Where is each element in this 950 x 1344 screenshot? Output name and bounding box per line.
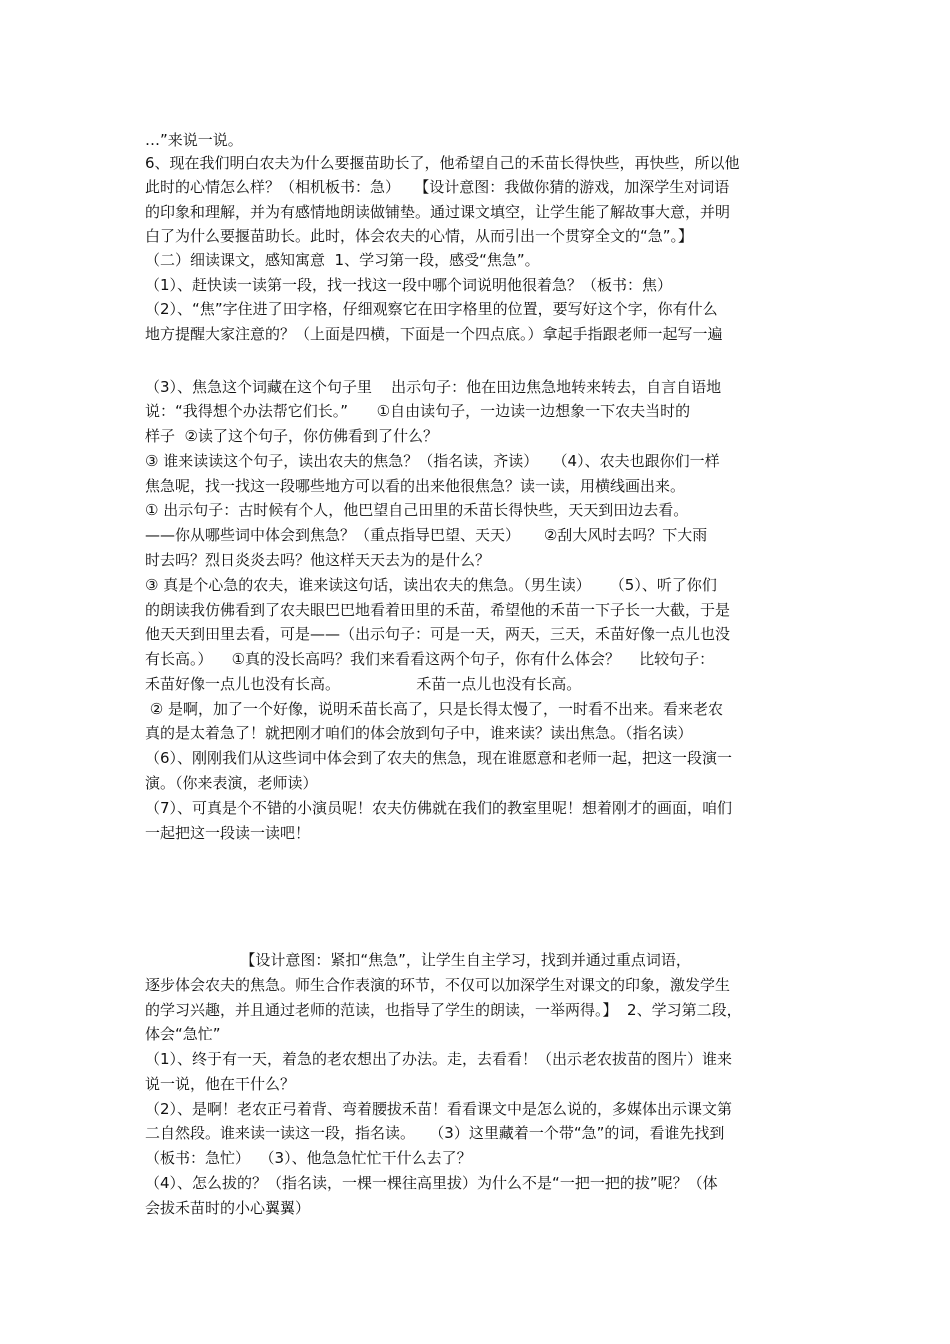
text-line: 有长高。） ①真的没长高吗？我们来看看这两个句子，你有什么体会？ 比较句子： [145, 650, 715, 668]
text-line: 的朗读我仿佛看到了农夫眼巴巴地看着田里的禾苗，希望他的禾苗一下子长一大截，于是 [145, 601, 731, 619]
text-line: 说一说，他在干什么？ [145, 1075, 296, 1093]
text-line: 说：“我得想个办法帮它们长。” ①自由读句子，一边读一边想象一下农夫当时的 [145, 402, 691, 420]
text-line: 他天天到田里去看，可是——（出示句子：可是一天，两天，三天，禾苗好像一点儿也没 [145, 625, 731, 643]
text-line: 会拔禾苗时的小心翼翼） [145, 1199, 311, 1217]
text-line: 白了为什么要揠苗助长。此时，体会农夫的心情，从而引出一个贯穿全文的“急”。】 [145, 227, 694, 245]
text-line: ③ 谁来读读这个句子，读出农夫的焦急？（指名读，齐读） （4）、农夫也跟你们一样 [145, 452, 720, 470]
text-line: 焦急呢，找一找这一段哪些地方可以看的出来他很焦急？读一读，用横线画出来。 [145, 477, 686, 495]
text-line: 地方提醒大家注意的？（上面是四横，下面是一个四点底。）拿起手指跟老师一起写一遍 [145, 325, 723, 343]
text-line: （1）、终于有一天，着急的老农想出了办法。走，去看看！（出示老农拔苗的图片）谁来 [145, 1050, 733, 1068]
text-line: （4）、怎么拔的？（指名读，一棵一棵往高里拔）为什么不是“一把一把的拔”呢？（体 [145, 1174, 718, 1192]
text-line: 此时的心情怎么样？（相机板书：急） 【设计意图：我做你猜的游戏，加深学生对词语 [145, 178, 730, 196]
text-line: （3）、焦急这个词藏在这个句子里 出示句子：他在田边焦急地转来转去，自言自语地 [145, 378, 722, 396]
text-line: 演。（你来表演，老师读） [145, 774, 318, 792]
text-line: 样子 ②读了这个句子，你仿佛看到了什么？ [145, 427, 438, 445]
text-line: 的印象和理解，并为有感情地朗读做铺垫。通过课文填空，让学生能了解故事大意，并明 [145, 203, 731, 221]
text-line: 真的是太着急了！就把刚才咱们的体会放到句子中，谁来读？读出焦急。（指名读） [145, 724, 693, 742]
text-line: 的学习兴趣，并且通过老师的范读，也指导了学生的朗读，一举两得。】 2、学习第二段， [145, 1001, 742, 1019]
text-line: ② 是啊，加了一个好像，说明禾苗长高了，只是长得太慢了，一时看不出来。看来老农 [145, 700, 723, 718]
text-line: 二自然段。谁来读一读这一段，指名读。 （3）这里藏着一个带“急”的词，看谁先找到 [145, 1124, 725, 1142]
text-line: ③ 真是个心急的农夫，谁来读这句话，读出农夫的焦急。（男生读） （5）、听了你们 [145, 576, 717, 594]
text-line: 逐步体会农夫的焦急。师生合作表演的环节，不仅可以加深学生对课文的印象，激发学生 [145, 976, 731, 994]
text-line: （板书：急忙） （3）、他急急忙忙干什么去了？ [145, 1149, 472, 1167]
text-line: 一起把这一段读一读吧！ [145, 824, 311, 842]
text-line: （1）、赶快读一读第一段，找一找这一段中哪个词说明他很着急？（板书：焦） [145, 276, 673, 294]
text-line: ① 出示句子：古时候有个人，他巴望自己田里的禾苗长得快些，天天到田边去看。 [145, 501, 689, 519]
text-line: 【设计意图：紧扣“焦急”，让学生自主学习，找到并通过重点词语， [145, 951, 691, 969]
text-line: 体会“急忙” [145, 1025, 221, 1043]
text-line: （2）、“焦”字住进了田字格，仔细观察它在田字格里的位置，要写好这个字，你有什么 [145, 300, 718, 318]
text-line: （2）、是啊！老农正弓着背、弯着腰拔禾苗！看看课文中是怎么说的，多媒体出示课文第 [145, 1100, 733, 1118]
text-line: …”来说一说。 [145, 131, 243, 149]
text-line: 时去吗？烈日炎炎去吗？他这样天天去为的是什么？ [145, 551, 491, 569]
text-line: ——你从哪些词中体会到焦急？（重点指导巴望、天天） ②刮大风时去吗？下大雨 [145, 526, 708, 544]
text-line: 6、现在我们明白农夫为什么要揠苗助长了，他希望自己的禾苗长得快些，再快些，所以他 [145, 154, 740, 172]
text-line: 禾苗好像一点儿也没有长高。 禾苗一点儿也没有长高。 [145, 675, 582, 693]
text-line: （7）、可真是个不错的小演员呢！农夫仿佛就在我们的教室里呢！想着刚才的画面，咱们 [145, 799, 733, 817]
text-line: （二）细读课文，感知寓意 1、学习第一段，感受“焦急”。 [145, 251, 540, 269]
text-line: （6）、刚刚我们从这些词中体会到了农夫的焦急，现在谁愿意和老师一起，把这一段演一 [145, 749, 733, 767]
